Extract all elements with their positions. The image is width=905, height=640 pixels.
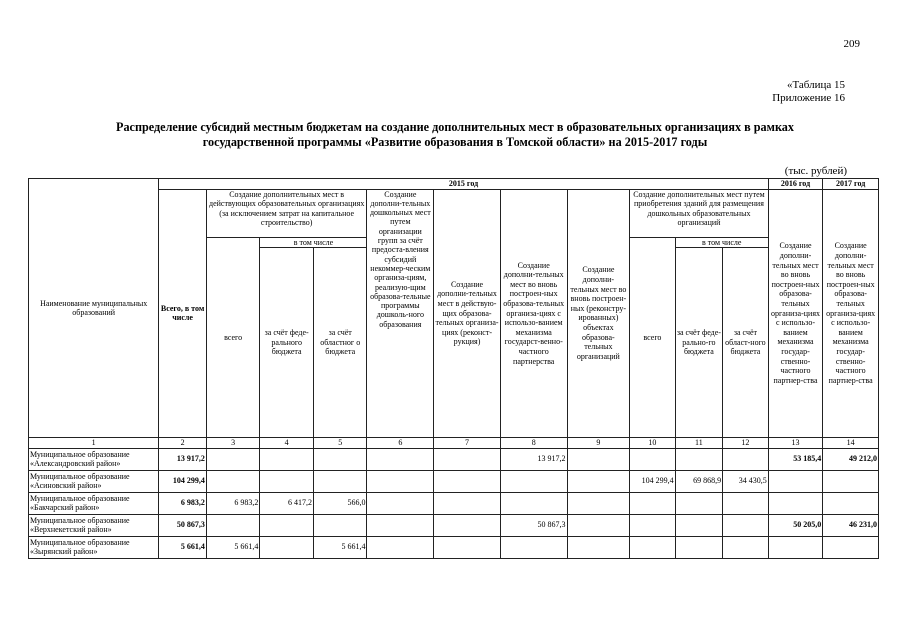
cell-c14 — [823, 536, 879, 558]
municipality-name: Муниципальное образование «Верхнекетский район» — [29, 514, 159, 536]
all2-header: всего — [630, 237, 675, 438]
cell-c12: 34 430,5 — [723, 470, 769, 492]
col14-header: Создание дополни-тельных мест во вновь построен-ных образова-тельных организа-циях с использо-ванием механизма государ-ственно-частного партнер-ства — [823, 189, 879, 438]
cell-total: 6 983,2 — [159, 492, 206, 514]
col8-header: Создание дополни-тельных мест во вновь построен-ных образова-тельных организа-циях с использо-ванием механизма государст-венно-частного партнерства — [500, 189, 567, 438]
cell-c3 — [206, 448, 260, 470]
regional2-header: за счёт област-ного бюджета — [723, 248, 769, 438]
table-row — [29, 514, 879, 536]
column-number: 8 — [500, 438, 567, 449]
cell-c3: 5 661,4 — [206, 536, 260, 558]
cell-c13 — [768, 536, 823, 558]
incl-header: в том числе — [260, 237, 367, 248]
cell-c6 — [367, 448, 434, 470]
year-2017-header: 2017 год — [823, 179, 879, 190]
cell-c8 — [500, 470, 567, 492]
cell-c11 — [675, 514, 722, 536]
column-number: 10 — [630, 438, 675, 449]
cell-c14: 49 212,0 — [823, 448, 879, 470]
cell-c10 — [630, 514, 675, 536]
cell-c12 — [723, 448, 769, 470]
federal-header: за счёт феде-рального бюджета — [260, 248, 314, 438]
cell-c5: 5 661,4 — [313, 536, 367, 558]
cell-c6 — [367, 536, 434, 558]
column-number: 7 — [434, 438, 501, 449]
cell-c10 — [630, 448, 675, 470]
cell-c6 — [367, 514, 434, 536]
column-number: 9 — [567, 438, 630, 449]
cell-c4 — [260, 470, 314, 492]
cell-c4 — [260, 448, 314, 470]
column-number: 3 — [206, 438, 260, 449]
column-number: 5 — [313, 438, 367, 449]
cell-c9 — [567, 470, 630, 492]
cell-c8: 50 867,3 — [500, 514, 567, 536]
cell-total: 50 867,3 — [159, 514, 206, 536]
table-row — [29, 448, 879, 470]
cell-c14 — [823, 492, 879, 514]
existing-group-header: Создание дополнительных мест в действующих образовательных организациях (за исключением затрат на капитальное строительство) — [206, 189, 367, 237]
all-header: всего — [206, 237, 260, 438]
appendix-label: Приложение 16 — [772, 92, 845, 104]
cell-c5: 566,0 — [313, 492, 367, 514]
title-line-1: Распределение субсидий местным бюджетам на создание дополнительных мест в образовательных организациях в рамках — [116, 120, 794, 134]
cell-c12 — [723, 536, 769, 558]
cell-c10 — [630, 492, 675, 514]
federal2-header: за счёт феде-рально-го бюджета — [675, 248, 722, 438]
municipality-header: Наименование муниципальных образований — [29, 179, 159, 438]
column-number: 14 — [823, 438, 879, 449]
document-title — [60, 120, 850, 150]
cell-c7 — [434, 514, 501, 536]
cell-total: 104 299,4 — [159, 470, 206, 492]
cell-c10: 104 299,4 — [630, 470, 675, 492]
column-number: 11 — [675, 438, 722, 449]
column-number: 1 — [29, 438, 159, 449]
cell-c14: 46 231,0 — [823, 514, 879, 536]
purchase-group-header: Создание дополнительных мест путем приобретения зданий для размещения дошкольных образовательных организаций — [630, 189, 769, 237]
cell-c9 — [567, 536, 630, 558]
table-row — [29, 470, 879, 492]
cell-c5 — [313, 514, 367, 536]
cell-c7 — [434, 492, 501, 514]
cell-c11 — [675, 536, 722, 558]
year-2016-header: 2016 год — [768, 179, 823, 190]
total-header: Всего, в том числе — [159, 189, 206, 438]
col9-header: Создание дополни-тельных мест во вновь построен-ных (реконстру-ированных) объектах образова-тельных организаций — [567, 189, 630, 438]
column-number: 13 — [768, 438, 823, 449]
cell-c9 — [567, 448, 630, 470]
column-number: 6 — [367, 438, 434, 449]
cell-c12 — [723, 514, 769, 536]
cell-c8 — [500, 492, 567, 514]
cell-c4: 6 417,2 — [260, 492, 314, 514]
cell-c11 — [675, 448, 722, 470]
column-number-row — [29, 438, 879, 449]
cell-c13 — [768, 470, 823, 492]
column-number: 4 — [260, 438, 314, 449]
cell-c3 — [206, 470, 260, 492]
regional-header: за счёт областног о бюджета — [313, 248, 367, 438]
cell-c8: 13 917,2 — [500, 448, 567, 470]
col6-header: Создание дополни-тельных дошкольных мест путем организации групп за счёт предоста-вления субсидий некоммер-ческим организа-циям, реализую-щим образова-тельные программы дошколь-ного образования — [367, 189, 434, 438]
table-label: «Таблица 15 — [786, 79, 845, 91]
cell-c13 — [768, 492, 823, 514]
cell-c11: 69 868,9 — [675, 470, 722, 492]
cell-c4 — [260, 514, 314, 536]
table-row — [29, 492, 879, 514]
incl2-header: в том числе — [675, 237, 768, 248]
cell-total: 13 917,2 — [159, 448, 206, 470]
units-label: (тыс. рублей) — [784, 165, 847, 177]
page-number: 209 — [843, 38, 860, 50]
cell-c13: 53 185,4 — [768, 448, 823, 470]
cell-c3: 6 983,2 — [206, 492, 260, 514]
cell-c10 — [630, 536, 675, 558]
cell-c3 — [206, 514, 260, 536]
col7-header: Создание дополни-тельных мест в действую-щих образова-тельных организа-циях (реконст-рукция) — [434, 189, 501, 438]
column-number: 12 — [723, 438, 769, 449]
cell-c6 — [367, 470, 434, 492]
col13-header: Создание дополни-тельных мест во вновь построен-ных образова-тельных организа-циях с использо-ванием механизма государ-ственно-частного партнер-ства — [768, 189, 823, 438]
municipality-name: Муниципальное образование «Асиновский район» — [29, 470, 159, 492]
column-number: 2 — [159, 438, 206, 449]
cell-c7 — [434, 448, 501, 470]
cell-c5 — [313, 470, 367, 492]
cell-c8 — [500, 536, 567, 558]
cell-c12 — [723, 492, 769, 514]
cell-c14 — [823, 470, 879, 492]
cell-c9 — [567, 514, 630, 536]
municipality-name: Муниципальное образование «Зырянский район» — [29, 536, 159, 558]
subsidy-table — [28, 178, 879, 559]
municipality-name: Муниципальное образование «Бакчарский район» — [29, 492, 159, 514]
year-2015-header: 2015 год — [159, 179, 768, 190]
cell-c11 — [675, 492, 722, 514]
cell-c7 — [434, 470, 501, 492]
cell-c9 — [567, 492, 630, 514]
municipality-name: Муниципальное образование «Александровский район» — [29, 448, 159, 470]
title-line-2: государственной программы «Развитие образования в Томской области» на 2015-2017 годы — [202, 135, 708, 149]
cell-c7 — [434, 536, 501, 558]
cell-c6 — [367, 492, 434, 514]
header-row-years — [29, 179, 879, 190]
table-row — [29, 536, 879, 558]
cell-c5 — [313, 448, 367, 470]
cell-total: 5 661,4 — [159, 536, 206, 558]
cell-c4 — [260, 536, 314, 558]
cell-c13: 50 205,0 — [768, 514, 823, 536]
